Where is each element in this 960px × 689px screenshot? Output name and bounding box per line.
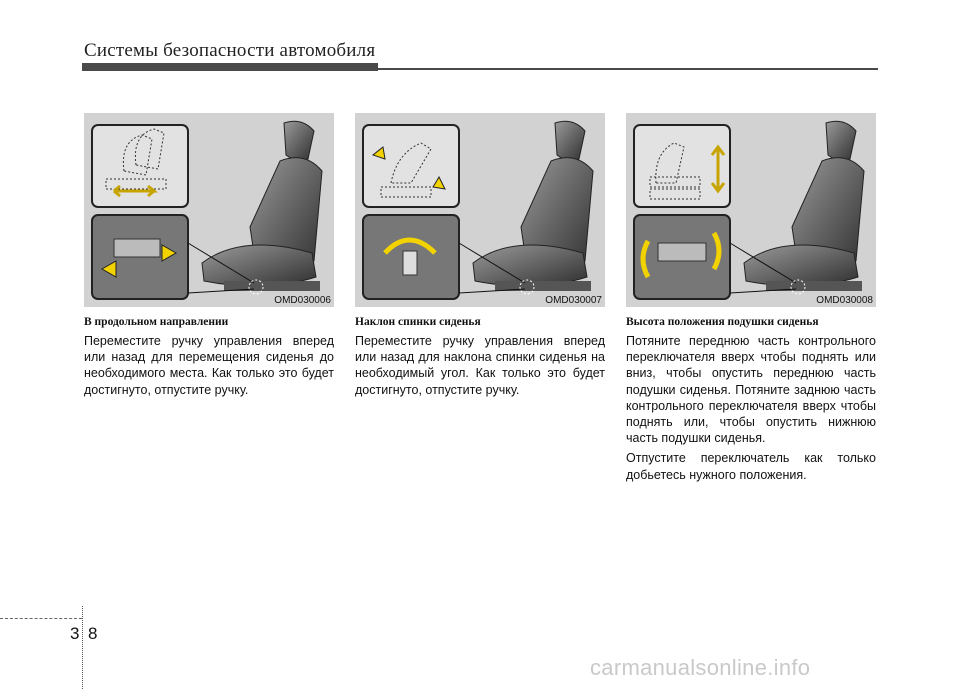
figure-code: OMD030007 xyxy=(545,295,602,306)
page-number: 8 xyxy=(88,624,98,643)
section-longitudinal xyxy=(84,316,334,402)
figure-seat-height xyxy=(626,113,876,307)
page-section-number: 3 xyxy=(70,624,80,643)
section-recline xyxy=(355,316,605,402)
figure-seat-recline xyxy=(355,113,605,307)
section-paragraph: Отпустите переключатель как только добьетесь нужного положения. xyxy=(626,451,876,482)
footer-dash-line xyxy=(0,618,82,619)
page-title: Системы безопасности автомобиля xyxy=(84,40,376,61)
seat-image xyxy=(473,121,593,291)
figure-code: OMD030008 xyxy=(816,295,873,306)
section-paragraph: Переместите ручку управления вперед или назад для наклона спинки сиденья на необходимый угол. Как только это будет достигнуто, отпустите ручку. xyxy=(355,334,605,397)
figure-seat-slide xyxy=(84,113,334,307)
seat-image xyxy=(202,121,322,291)
section-height xyxy=(626,316,876,487)
header-rule xyxy=(82,63,378,71)
seat-recline-illustration xyxy=(355,113,605,307)
figure-code: OMD030006 xyxy=(274,295,331,306)
watermark: carmanualsonline.info xyxy=(590,655,811,680)
seat-image xyxy=(744,121,864,291)
section-paragraph: Переместите ручку управления вперед или назад для перемещения сиденья до необходимого места. Как только это будет достигнуто, отпустите ручку. xyxy=(84,334,334,397)
inset-top xyxy=(92,125,188,207)
inset-top xyxy=(363,125,459,207)
seat-slide-illustration xyxy=(84,113,334,307)
section-heading: В продольном направлении xyxy=(84,316,229,328)
section-heading: Высота положения подушки сиденья xyxy=(626,316,819,328)
footer-dotted-line xyxy=(82,606,83,689)
inset-top xyxy=(634,125,730,207)
section-paragraph: Потяните переднюю часть контрольного переключателя вверх чтобы поднять или вниз, чтобы опустить переднюю часть подушки сиденья. Потяните заднюю часть контрольного переключателя вверх чтобы поднять или, чтобы опустить нижнюю часть подушки сиденья. xyxy=(626,334,876,446)
seat-height-illustration xyxy=(626,113,876,307)
header-rule-thin xyxy=(378,68,878,70)
section-heading: Наклон спинки сиденья xyxy=(355,316,481,328)
